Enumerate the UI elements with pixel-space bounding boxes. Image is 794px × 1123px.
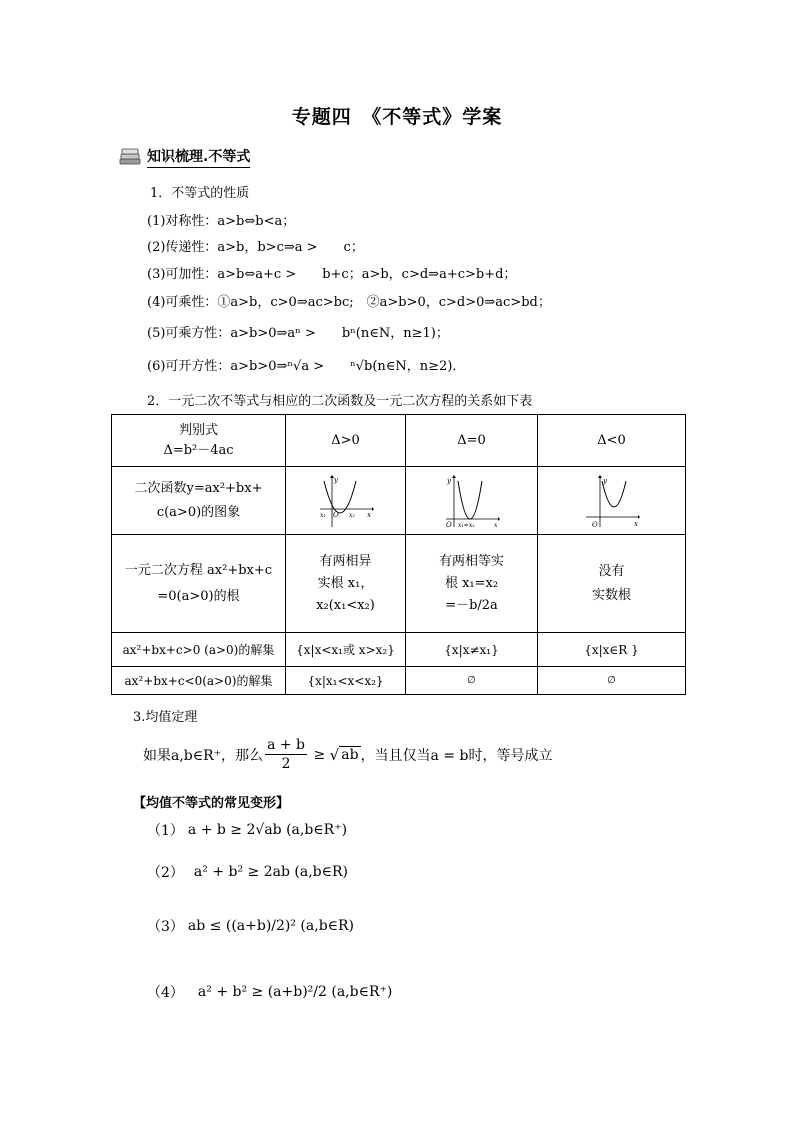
property-item: (2)传递性：a>b，b>c⇒a > c； [147, 240, 364, 255]
table-row [112, 633, 686, 667]
variant-label: （4） [147, 985, 184, 1001]
mean-stmt-prefix: 如果a,b∈R⁺，那么 [143, 747, 264, 764]
variant-text: ab ≤ ((a+b)/2)² (a,b∈R) [187, 918, 355, 934]
graph-y-label: y [446, 476, 451, 485]
header-delta-zero: Δ=0 [406, 415, 538, 467]
row-label-roots: 一元二次方程 ax²+bx+c =0(a>0)的根 [112, 535, 286, 633]
property-item: (4)可乘性：①a>b，c>0⇒ac>bc; ②a>b>0，c>d>0⇒ac>bd； [147, 295, 551, 310]
graph-x-label: x [633, 519, 638, 528]
variant-label: （2） [147, 865, 184, 881]
variant-formula [147, 916, 354, 936]
graph-cell-positive [286, 467, 406, 535]
books-icon [118, 148, 142, 166]
gt-negative: {x|x∈R } [538, 633, 686, 667]
table-heading: 2．一元二次不等式与相应的二次函数及一元二次方程的关系如下表 [147, 394, 533, 409]
gt-positive: {x|x<x₁或 x>x₂} [286, 633, 406, 667]
variant-label: （1） [147, 823, 184, 839]
graph-cell-negative [538, 467, 686, 535]
parabola-no-root-graph [584, 473, 640, 529]
lt-zero: ∅ [406, 667, 538, 695]
row-label-graph: 二次函数y=ax²+bx+ c(a>0)的图象 [112, 467, 286, 535]
variant-formula [147, 982, 392, 1002]
property-item: (3)可加性：a>b⇔a+c > b+c；a>b，c>d⇒a+c>b+d； [147, 267, 517, 282]
variant-formula [147, 820, 347, 840]
graph-y-label: y [333, 475, 338, 484]
mean-theorem-statement: 如果a,b∈R⁺，那么 $\frac{a + b}{2}$ ≥ √ ab ，当且仅当a = b时，等号成立 [143, 737, 553, 772]
roots-negative: 没有 实数根 [538, 535, 686, 633]
table-row [112, 467, 686, 535]
graph-y-label: y [602, 476, 607, 485]
quadratic-table [111, 414, 686, 695]
graph-origin-label: O [332, 510, 339, 519]
section-heading [118, 146, 250, 168]
lt-negative: ∅ [538, 667, 686, 695]
page-title: 专题四 《不等式》学案 [291, 106, 503, 128]
gt-zero: {x|x≠x₁} [406, 633, 538, 667]
graph-x1-label: x₁ [319, 511, 326, 519]
header-delta-negative: Δ<0 [538, 415, 686, 467]
property-item: (6)可开方性：a>b>0⇒ⁿ√a > ⁿ√b(n∈N，n≥2)． [147, 359, 466, 374]
variant-formula [147, 862, 348, 882]
mean-stmt-suffix: ，当且仅当a = b时，等号成立 [360, 747, 553, 764]
graph-origin-label: O [591, 520, 598, 529]
variant-text: a² + b² ≥ 2ab (a,b∈R) [193, 864, 348, 880]
graph-x-label: x [493, 521, 497, 529]
property-item: (1)对称性：a>b⇔b<a； [147, 214, 296, 229]
variant-text: a + b ≥ 2√ab (a,b∈R⁺) [187, 822, 348, 838]
roots-positive: 有两相异 实根 x₁， x₂(x₁<x₂) [286, 535, 406, 633]
parabola-one-root-graph [444, 473, 500, 529]
mean-sqrt: ab [341, 747, 359, 763]
table-row [112, 535, 686, 633]
variant-text: a² + b² ≥ (a+b)²/2 (a,b∈R⁺) [197, 984, 393, 1000]
properties-heading: 1．不等式的性质 [150, 186, 250, 201]
graph-x2-label: x₂ [348, 511, 355, 519]
graph-origin-label: O [445, 520, 452, 529]
row-label-gt: ax²+bx+c>0 (a>0)的解集 [112, 633, 286, 667]
table-row [112, 667, 686, 695]
mean-fraction-numerator: a + b [267, 737, 306, 753]
roots-zero: 有两相等实 根 x₁=x₂ =－b/2a [406, 535, 538, 633]
graph-x1x2-label: x₁=x₂ [457, 521, 475, 529]
header-delta-positive: Δ>0 [286, 415, 406, 467]
lt-positive: {x|x₁<x<x₂} [286, 667, 406, 695]
graph-cell-zero [406, 467, 538, 535]
header-discriminant: 判别式 Δ=b²－4ac [112, 415, 286, 467]
row-label-lt: ax²+bx+c<0(a>0)的解集 [112, 667, 286, 695]
mean-theorem-heading: 3.均值定理 [133, 710, 198, 725]
table-row [112, 415, 686, 467]
property-item: (5)可乘方性：a>b>0⇒aⁿ > bⁿ(n∈N，n≥1)； [147, 326, 449, 341]
variants-heading: 【均值不等式的常见变形】 [133, 796, 290, 811]
parabola-two-roots-graph [318, 473, 374, 529]
graph-x-label: x [366, 510, 371, 519]
mean-fraction [265, 736, 307, 773]
variant-label: （3） [147, 919, 184, 935]
section-heading-label: 知识梳理.不等式 [147, 146, 250, 168]
mean-fraction-denominator: 2 [281, 756, 291, 772]
